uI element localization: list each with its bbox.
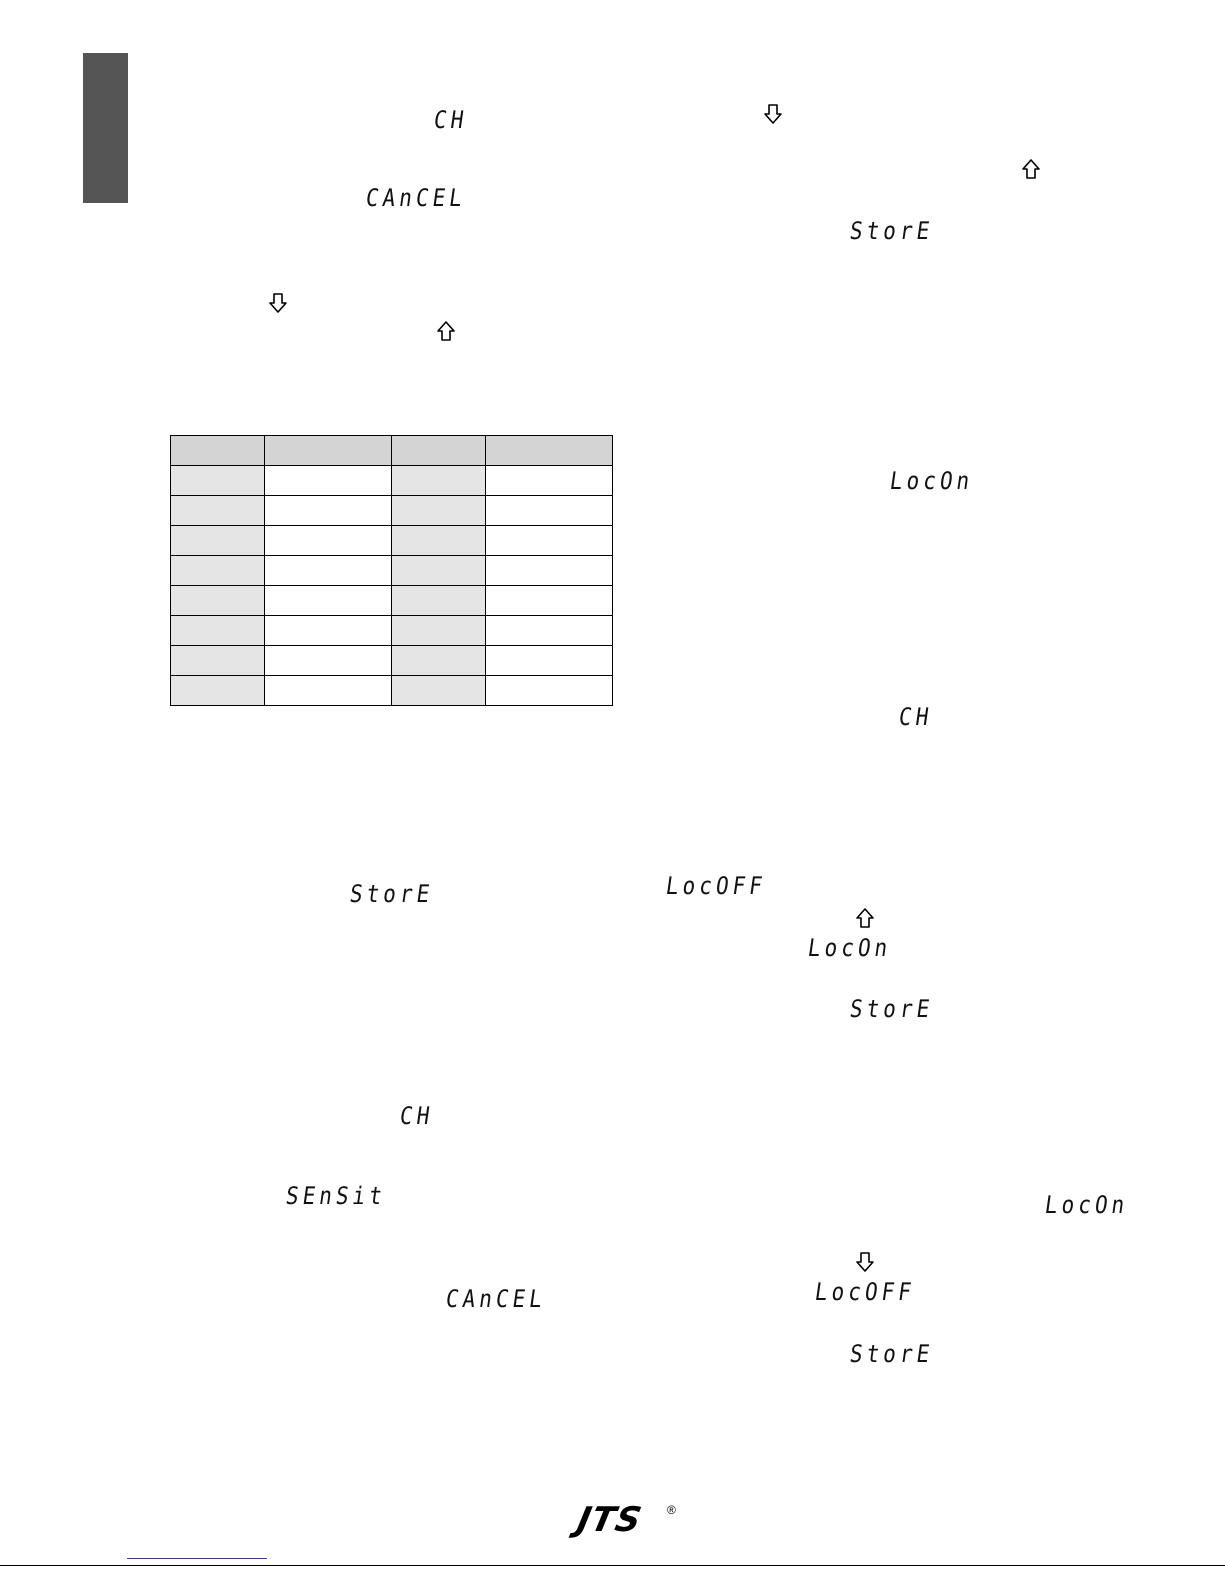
lcd-store-label: StorE [848,217,936,245]
lcd-store-label: StorE [848,1340,936,1368]
table-cell [171,496,265,526]
table-cell [265,436,392,466]
language-tab [83,53,128,203]
table-cell [486,496,613,526]
table-cell [392,616,486,646]
lcd-cancel-label: CAnCEL [444,1285,548,1313]
table-row [171,646,613,676]
table-cell [486,526,613,556]
table-cell [486,586,613,616]
table-row [171,556,613,586]
up-arrow-icon [1021,158,1041,180]
lcd-sensit-label: SEnSit [284,1182,388,1210]
table-cell [392,466,486,496]
footer-divider [0,1565,1225,1566]
table-header-row [171,436,613,466]
registered-mark: ® [667,1503,676,1517]
table-cell [171,466,265,496]
lcd-store-label: StorE [348,880,436,908]
table-cell [265,676,392,706]
table-cell [392,496,486,526]
table-cell [392,526,486,556]
jts-logo: JTS [573,1500,646,1540]
table-cell [265,616,392,646]
table-cell [265,466,392,496]
table-row [171,586,613,616]
lcd-lock-on-label: LocOn [888,467,976,495]
lcd-lock-on-label: LocOn [1043,1191,1131,1219]
lcd-lock-off-label: LocOFF [813,1278,917,1306]
table-cell [265,496,392,526]
table-cell [392,646,486,676]
table-cell [392,586,486,616]
table-cell [392,436,486,466]
lcd-ch-label: CH [897,703,935,731]
channel-table [170,435,613,706]
table-row [171,466,613,496]
table-cell [265,556,392,586]
lcd-cancel-label: CAnCEL [364,184,468,212]
lcd-lock-on-label: LocOn [806,934,894,962]
table-cell [486,676,613,706]
table-cell [486,436,613,466]
link-underline [127,1558,267,1559]
table-cell [392,556,486,586]
lcd-ch-label: CH [432,106,470,134]
table-row [171,496,613,526]
table-cell [171,586,265,616]
table-cell [486,556,613,586]
table-cell [171,556,265,586]
up-arrow-icon [436,320,456,342]
table-row [171,616,613,646]
table-cell [265,526,392,556]
table-cell [486,466,613,496]
table-cell [486,646,613,676]
table-cell [171,646,265,676]
table-row [171,526,613,556]
table-row [171,676,613,706]
lcd-store-label: StorE [848,995,936,1023]
down-arrow-icon [855,1251,875,1273]
table-cell [171,616,265,646]
down-arrow-icon [763,103,783,125]
lcd-lock-off-label: LocOFF [664,872,768,900]
table-cell [171,436,265,466]
table-cell [486,616,613,646]
down-arrow-icon [268,292,288,314]
table-cell [265,646,392,676]
table-cell [265,586,392,616]
table-cell [171,526,265,556]
table-cell [171,676,265,706]
table-cell [392,676,486,706]
lcd-ch-label: CH [398,1102,436,1130]
up-arrow-icon [855,907,875,929]
